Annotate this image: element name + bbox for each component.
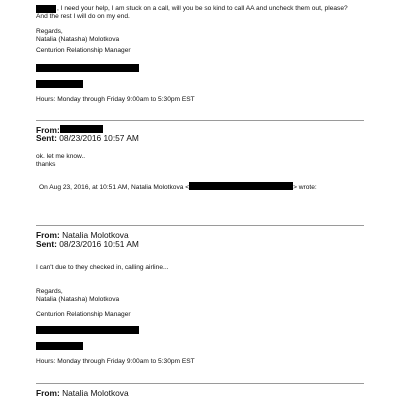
signature-regards: Regards, [36, 28, 63, 35]
signature-name: Natalia (Natasha) Molotkova [36, 36, 120, 43]
from-value: Natalia Molotkova [62, 230, 129, 240]
quote-suffix: > wrote: [293, 184, 317, 191]
redaction-box [60, 125, 103, 133]
signature-regards: Regards, [36, 288, 63, 295]
body-line: thanks [36, 161, 56, 168]
sent-value: 08/23/2016 10:57 AM [59, 133, 139, 143]
message-divider [36, 120, 364, 121]
signature-hours: Hours: Monday through Friday 9:00am to 5:30pm EST [36, 358, 195, 365]
redaction-box [189, 182, 293, 190]
signature-role: Centurion Relationship Manager [36, 47, 131, 54]
redaction-box [36, 326, 139, 334]
body-line: , I need your help, I am stuck on a call, will you be so kind to call AA and uncheck them out, please? [57, 5, 348, 12]
from-header [36, 388, 129, 398]
from-value: Natalia Molotkova [62, 388, 129, 398]
sent-header [36, 239, 139, 249]
sent-label: Sent: [36, 133, 57, 143]
signature-role: Centurion Relationship Manager [36, 311, 131, 318]
body-line: I can't due to they checked in, calling airline... [36, 264, 169, 271]
message-divider [36, 225, 364, 226]
from-label: From: [36, 230, 60, 240]
quote-prefix: On Aug 23, 2016, at 10:51 AM, Natalia Molotkova < [39, 184, 190, 191]
from-label: From: [36, 388, 60, 398]
from-label: From: [36, 125, 60, 135]
redaction-box [36, 64, 139, 72]
body-line: ok. let me know.. [36, 153, 86, 160]
sent-label: Sent: [36, 239, 57, 249]
redaction-box [36, 342, 83, 350]
message-divider [36, 383, 364, 384]
body-line: And the rest I will do on my end. [36, 13, 130, 20]
signature-hours: Hours: Monday through Friday 9:00am to 5:30pm EST [36, 96, 195, 103]
sent-header [36, 133, 139, 143]
sent-value: 08/23/2016 10:51 AM [59, 239, 139, 249]
redaction-box [36, 80, 83, 88]
signature-name: Natalia (Natasha) Molotkova [36, 296, 120, 303]
quote-line [39, 182, 317, 193]
redaction-box [36, 5, 56, 13]
